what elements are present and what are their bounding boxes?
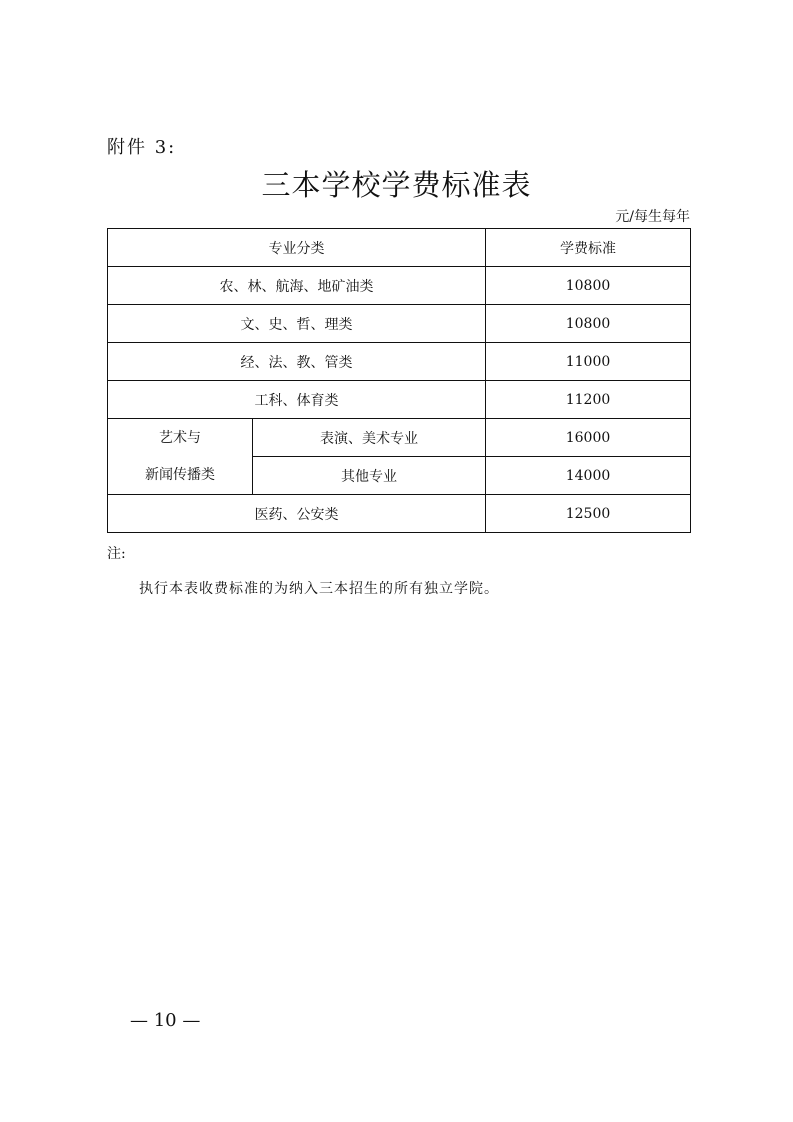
page-number: — 10 — (130, 1010, 201, 1031)
document-title: 三本学校学费标准表 (261, 168, 532, 202)
category-cell: 工科、体育类 (108, 381, 486, 419)
table-header-row (108, 229, 691, 267)
fee-cell: 12500 (486, 495, 691, 533)
table-row (108, 495, 691, 533)
category-cell: 文、史、哲、理类 (108, 305, 486, 343)
fee-cell: 14000 (486, 457, 691, 495)
category-cell: 经、法、教、管类 (108, 343, 486, 381)
merged-category-cell (108, 419, 253, 495)
category-cell: 农、林、航海、地矿油类 (108, 267, 486, 305)
fee-cell: 10800 (486, 267, 691, 305)
fee-table (107, 228, 691, 533)
header-category: 专业分类 (108, 229, 486, 267)
table-row (108, 381, 691, 419)
header-fee: 学费标准 (486, 229, 691, 267)
fee-cell: 16000 (486, 419, 691, 457)
note-label: 注: (107, 546, 126, 562)
subcategory-cell: 其他专业 (253, 457, 486, 495)
merged-category-line1: 艺术与 (159, 429, 201, 446)
fee-cell: 10800 (486, 305, 691, 343)
table-row (108, 267, 691, 305)
table-row (108, 343, 691, 381)
category-cell: 医药、公安类 (108, 495, 486, 533)
note-text: 执行本表收费标准的为纳入三本招生的所有独立学院。 (139, 581, 499, 597)
fee-cell: 11000 (486, 343, 691, 381)
unit-label: 元/每生每年 (615, 209, 690, 225)
table-row (108, 305, 691, 343)
table-row (108, 419, 691, 457)
fee-cell: 11200 (486, 381, 691, 419)
subcategory-cell: 表演、美术专业 (253, 419, 486, 457)
attachment-label: 附件 3: (107, 137, 177, 158)
merged-category-line2: 新闻传播类 (145, 466, 215, 483)
